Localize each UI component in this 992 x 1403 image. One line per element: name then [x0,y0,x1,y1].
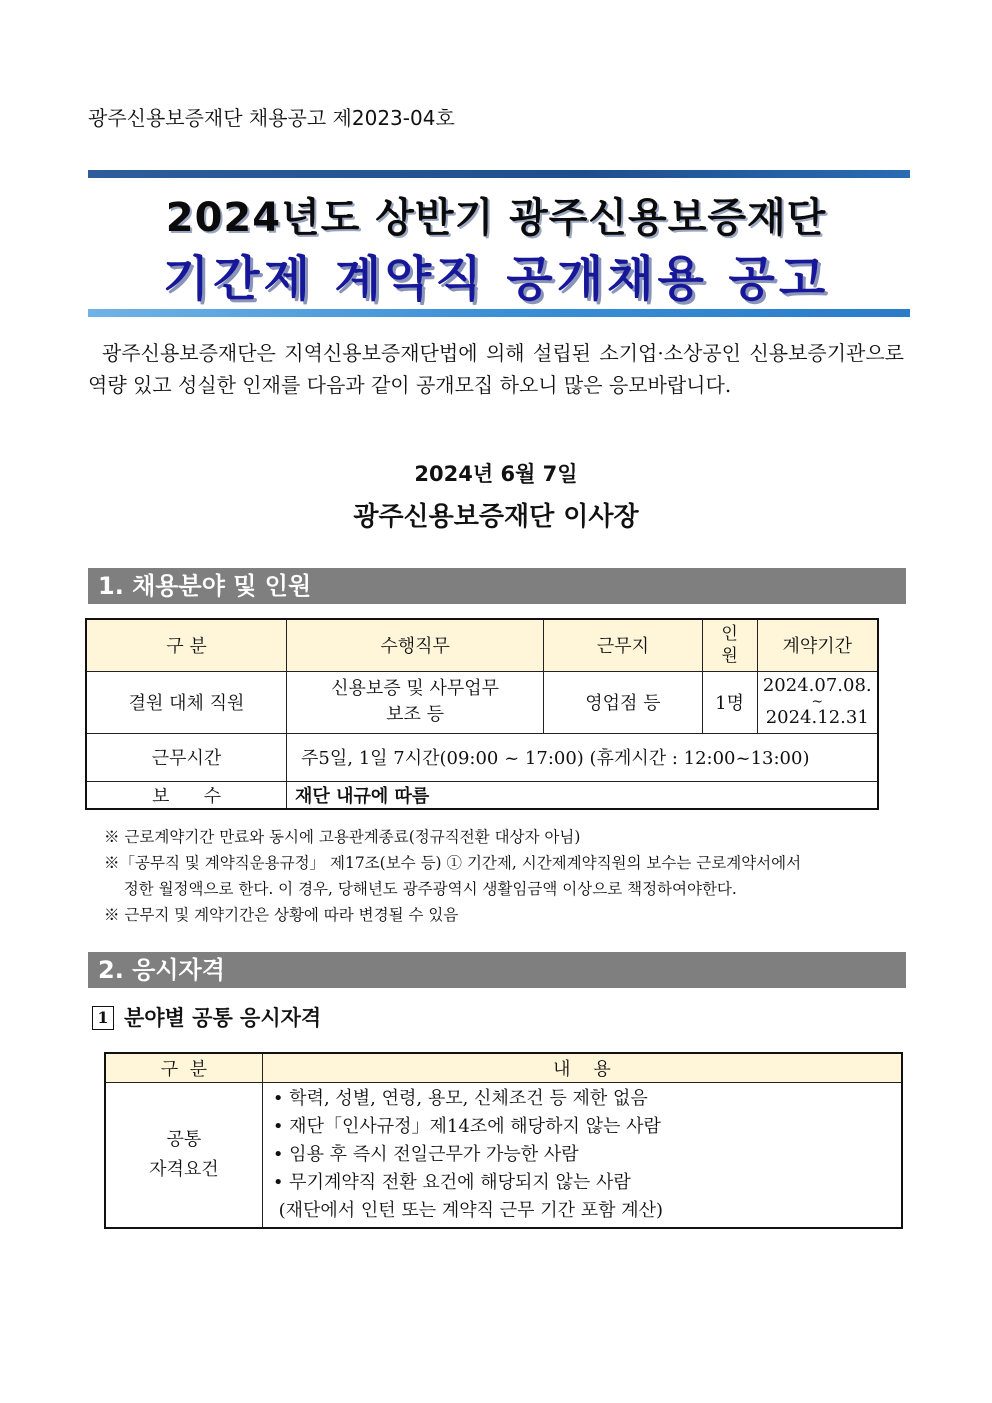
qualification-table [104,1052,903,1229]
header-place: 근무지 [544,619,702,671]
header-category: 구 분 [86,619,287,671]
note-item: ※ 근무지 및 계약기간은 상황에 따라 변경될 수 있음 [104,906,459,924]
list-item: (재단에서 인턴 또는 계약직 근무 기간 포함 계산) [272,1200,664,1221]
row-duty [287,671,544,733]
requirement-label [105,1083,262,1229]
work-hours-label: 근무시간 [86,733,287,781]
row-place: 영업점 등 [544,671,702,733]
table-row [105,1083,902,1229]
issuer: 광주신용보증재단 이사장 [353,502,639,532]
notes [104,824,924,928]
header-content: 내 용 [262,1053,902,1083]
requirement-list [262,1083,902,1229]
table-row [86,781,878,809]
period-end: 2024.12.31 [765,707,869,728]
row-duty-line1: 신용보증 및 사무업무 [331,678,500,699]
requirement-label-line1: 공통 [166,1129,202,1150]
table-row [86,733,878,781]
recruitment-table [85,618,879,810]
table-header-row [105,1053,902,1083]
subsection-title [92,1002,321,1032]
row-duty-line2: 보조 등 [386,704,445,725]
pay-label: 보 수 [86,781,287,809]
title-bottom-rule [88,309,910,317]
list-item: • 무기계약직 전환 요건에 해당되지 않는 사람 [272,1172,631,1193]
row-count: 1명 [702,671,757,733]
header-duty: 수행직무 [287,619,544,671]
row-period [757,671,878,733]
intro-paragraph: 광주신용보증재단은 지역신용보증재단법에 의해 설립된 소기업·소상공인 신용보증기관으로 역량 있고 성실한 인재를 다음과 같이 공개모집 하오니 많은 응모바랍니다. [88,341,904,397]
header-period: 계약기간 [757,619,878,671]
note-item: ※「공무직 및 계약직운용규정」 제17조(보수 등) ① 기간제, 시간제계약직원의 보수는 근로계약서에서 [104,854,802,872]
announcement-date: 2024년 6월 7일 [414,462,578,486]
requirement-label-line2: 자격요건 [149,1159,219,1180]
pay-value: 재단 내규에 따름 [287,781,878,809]
subsection-number: 1 [92,1006,114,1030]
page-title-line2: 기간제 계약직 공개채용 공고 [162,251,830,307]
period-separator: ~ [811,694,824,710]
header-count-text: 인원 [721,624,738,667]
list-item: • 학력, 성별, 연령, 용모, 신체조건 등 제한 없음 [272,1088,648,1109]
list-item: • 임용 후 즉시 전일근무가 가능한 사람 [272,1144,579,1165]
subsection-title-text: 분야별 공통 응시자격 [124,1005,322,1030]
table-header-row [86,619,878,671]
period-start: 2024.07.08. [762,675,872,696]
page-title-line1: 2024년도 상반기 광주신용보증재단 [165,195,827,241]
note-item: ※ 근로계약기간 만료와 동시에 고용관계종료(정규직전환 대상자 아님) [104,828,581,846]
announcement-number: 광주신용보증재단 채용공고 제2023-04호 [88,106,455,130]
title-top-rule [88,170,910,178]
header-count [702,619,757,671]
table-row [86,671,878,733]
note-item: 정한 월정액으로 한다. 이 경우, 당해년도 광주광역시 생활임금액 이상으로 책정하여야한다. [104,880,737,898]
section1-heading: 1. 채용분야 및 인원 [88,568,906,604]
list-item: • 재단「인사규정」제14조에 해당하지 않는 사람 [272,1116,661,1137]
section2-heading: 2. 응시자격 [88,952,906,988]
work-hours-value: 주5일, 1일 7시간(09:00 ~ 17:00) (휴게시간 : 12:00~13:00) [287,733,878,781]
header-category: 구 분 [105,1053,262,1083]
row-category: 결원 대체 직원 [86,671,287,733]
